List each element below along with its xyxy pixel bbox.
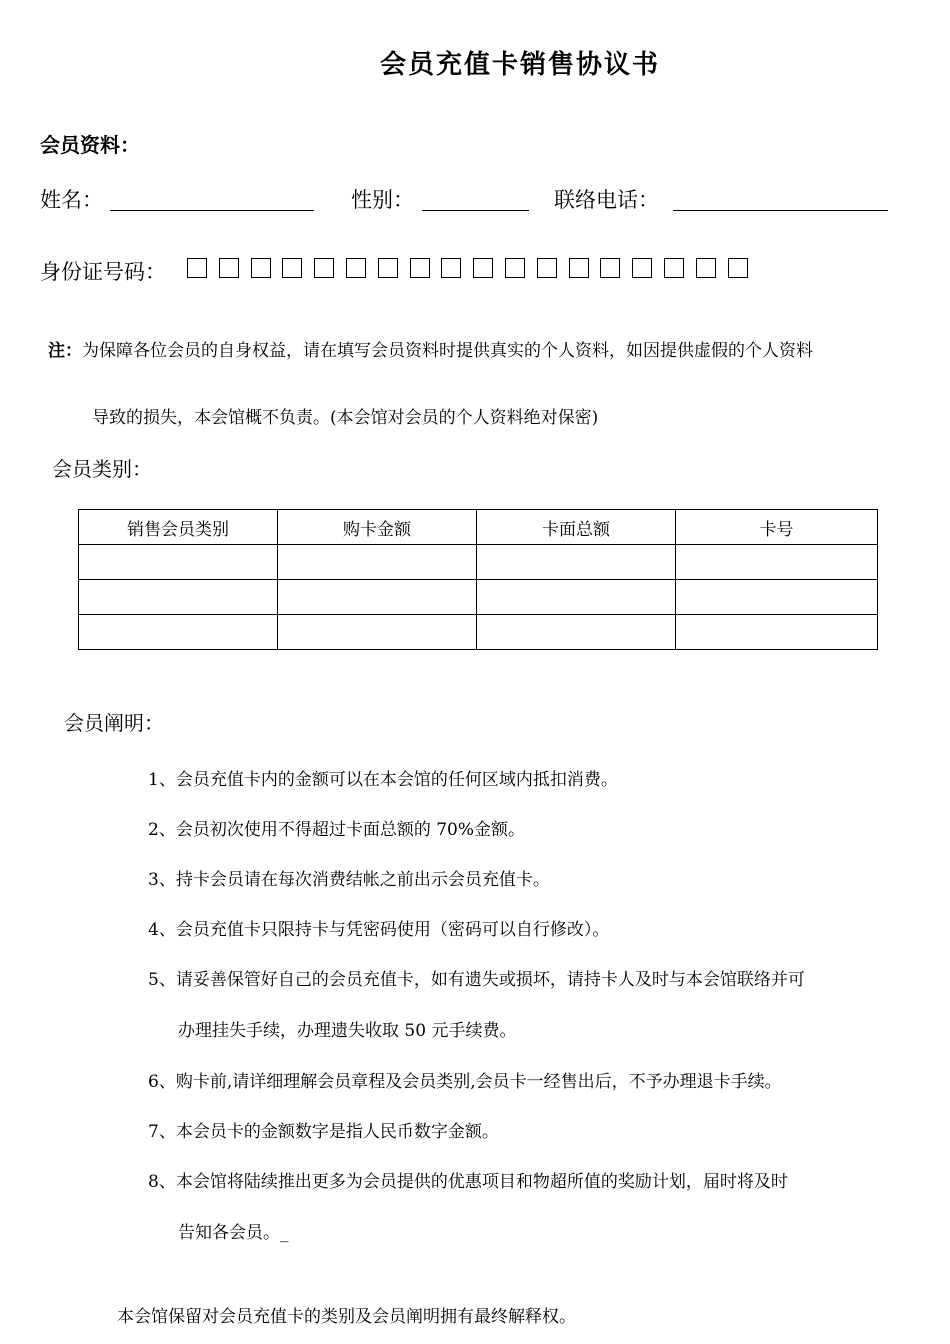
id-digit-box[interactable] [410, 258, 430, 278]
note-text-1: 为保障各位会员的自身权益，请在填写会员资料时提供真实的个人资料，如因提供虚假的个人资料 [82, 341, 813, 361]
id-digit-box[interactable] [696, 258, 716, 278]
document-title: 会员充值卡销售协议书 [379, 50, 660, 80]
name-field[interactable] [110, 210, 314, 211]
id-digit-box[interactable] [187, 258, 207, 278]
table-cell[interactable] [79, 615, 278, 650]
id-digit-box[interactable] [632, 258, 652, 278]
declaration-item-3: 3、持卡会员请在每次消费结帐之前出示会员充值卡。 [148, 870, 550, 890]
column-header-card-number: 卡号 [676, 510, 878, 545]
table-cell[interactable] [477, 580, 676, 615]
table-row [79, 615, 878, 650]
member-info-heading: 会员资料： [40, 133, 140, 157]
member-type-table [78, 509, 878, 650]
declaration-item-6: 6、购卡前,请详细理解会员章程及会员类别,会员卡一经售出后，不予办理退卡手续。 [148, 1072, 782, 1092]
member-info-fields [0, 184, 950, 224]
id-digit-box[interactable] [378, 258, 398, 278]
table-row [79, 580, 878, 615]
phone-label: 联络电话： [554, 188, 659, 212]
declaration-item-8: 8、本会馆将陆续推出更多为会员提供的优惠项目和物超所值的奖励计划，届时将及时 [148, 1172, 788, 1192]
note-line-2: 导致的损失，本会馆概不负责。(本会馆对会员的个人资料绝对保密) [92, 408, 599, 428]
id-number-label: 身份证号码： [40, 260, 166, 284]
declaration-item-4: 4、会员充值卡只限持卡与凭密码使用（密码可以自行修改）。 [148, 920, 610, 940]
id-digit-box[interactable] [251, 258, 271, 278]
table-cell[interactable] [79, 580, 278, 615]
name-label: 姓名： [40, 188, 103, 212]
table-cell[interactable] [477, 545, 676, 580]
table-cell[interactable] [477, 615, 676, 650]
declaration-item-7: 7、本会员卡的金额数字是指人民币数字金额。 [148, 1122, 499, 1142]
id-digit-box[interactable] [569, 258, 589, 278]
id-digit-box[interactable] [219, 258, 239, 278]
id-digit-box[interactable] [314, 258, 334, 278]
column-header-amount: 购卡金额 [278, 510, 477, 545]
id-digit-box[interactable] [473, 258, 493, 278]
table-row [79, 545, 878, 580]
table-cell[interactable] [676, 545, 878, 580]
member-type-heading: 会员类别： [52, 457, 152, 481]
declaration-item-5-continued: 办理挂失手续，办理遗失收取 50 元手续费。 [178, 1021, 517, 1041]
declaration-item-2: 2、会员初次使用不得超过卡面总额的 70%金额。 [148, 820, 526, 840]
id-digit-box[interactable] [505, 258, 525, 278]
id-digit-box[interactable] [728, 258, 748, 278]
gender-field[interactable] [422, 210, 529, 211]
table-cell[interactable] [676, 615, 878, 650]
table-cell[interactable] [79, 545, 278, 580]
note-line-1 [48, 336, 813, 361]
table-cell[interactable] [676, 580, 878, 615]
table-cell[interactable] [278, 580, 477, 615]
id-digit-box[interactable] [600, 258, 620, 278]
table-header-row [79, 510, 878, 545]
phone-field[interactable] [673, 210, 888, 211]
id-digit-box[interactable] [346, 258, 366, 278]
declaration-item-8-continued: 告知各会员。_ [178, 1223, 289, 1243]
id-digit-box[interactable] [441, 258, 461, 278]
gender-label: 性别： [351, 188, 414, 212]
column-header-type: 销售会员类别 [79, 510, 278, 545]
note-prefix: 注： [48, 341, 82, 361]
declaration-heading: 会员阐明： [64, 711, 164, 735]
footer-statement: 本会馆保留对会员充值卡的类别及会员阐明拥有最终解释权。 [117, 1307, 576, 1327]
table-cell[interactable] [278, 615, 477, 650]
id-digit-box[interactable] [282, 258, 302, 278]
column-header-total: 卡面总额 [477, 510, 676, 545]
table-cell[interactable] [278, 545, 477, 580]
declaration-item-5: 5、请妥善保管好自己的会员充值卡，如有遗失或损坏，请持卡人及时与本会馆联络并可 [148, 970, 805, 990]
declaration-item-1: 1、会员充值卡内的金额可以在本会馆的任何区域内抵扣消费。 [148, 770, 618, 790]
id-digit-box[interactable] [537, 258, 557, 278]
id-digit-box[interactable] [664, 258, 684, 278]
